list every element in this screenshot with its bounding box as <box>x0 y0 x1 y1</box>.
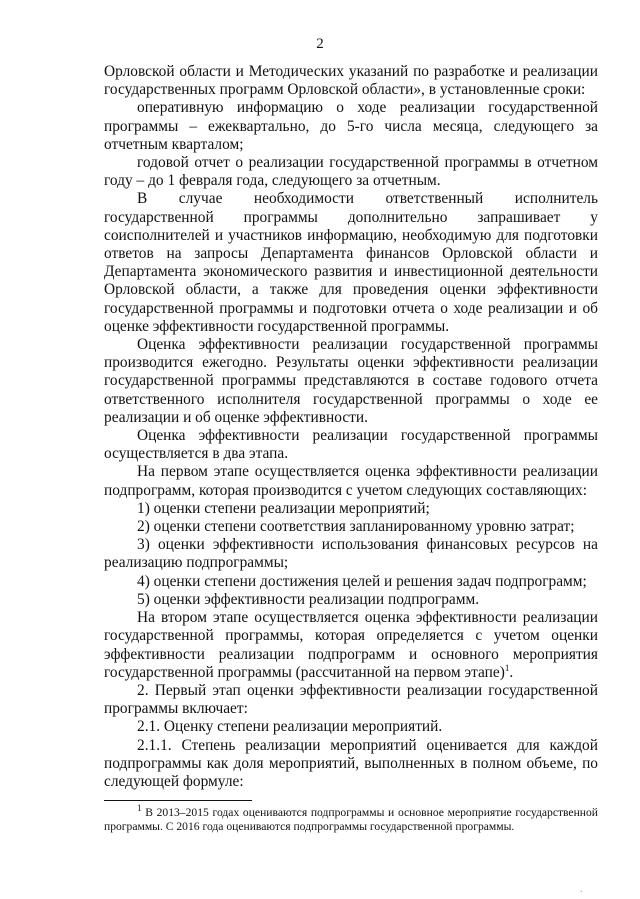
footnote-separator <box>104 800 252 801</box>
footnote <box>104 803 598 834</box>
paragraph: Оценка эффективности реализации государственной программы производится ежегодно. Результаты оценки эффективности реализации государственной программы представляются в составе годового отчета ответственного исполнителя государственной программы о ходе ее реализации и об оценке эффективности. <box>104 336 598 426</box>
list-item: 2) оценки степени соответствия запланированному уровню затрат; <box>137 518 575 536</box>
page-number: 2 <box>316 36 324 52</box>
list-item: 3) оценки эффективности использования финансовых ресурсов на реализацию подпрограммы; <box>104 536 598 572</box>
paragraph: 2. Первый этап оценки эффективности реализации государственной программы включает: <box>104 681 598 718</box>
footnote-marker: 1 <box>137 803 142 814</box>
paragraph: В случае необходимости ответственный исполнитель государственной программы дополнительно запрашивает у соисполнителей и участников информацию, необходимую для подготовки ответов на запросы Департамента финансов Орловской области и Департамента экономического развития и инвестиционной деятельности Орловской области, а также для проведения оценки эффективности государственной программы и подготовки отчета о ходе реализации и об оценке эффективности государственной программы. <box>104 190 598 335</box>
list-item: 1) оценки степени реализации мероприятий; <box>137 499 430 517</box>
paragraph-text: На втором этапе осуществляется оценка эффективности реализации государственной программы, которая определяется с учетом оценки эффективности реализации подпрограмм и основного мероприятия государственной программы (рассчитанной на первом этапе) <box>104 609 598 681</box>
footnote-text: В 2013–2015 годах оцениваются подпрограммы и основное мероприятие государственной программы. С 2016 года оцениваются подпрограммы государственной программы. <box>104 806 598 833</box>
paragraph <box>104 609 598 682</box>
list-item: 4) оценки степени достижения целей и решения задач подпрограмм; <box>137 572 587 590</box>
footnote-reference: 1 <box>504 662 510 673</box>
document-body <box>104 63 598 791</box>
paragraph: На первом этапе осуществляется оценка эффективности реализации подпрограмм, которая производится с учетом следующих составляющих: <box>104 463 598 499</box>
paragraph: 2.1.1. Степень реализации мероприятий оценивается для каждой подпрограммы как доля мероприятий, выполненных в полном объеме, по следующей формуле: <box>104 736 598 790</box>
paragraph: 2.1. Оценку степени реализации мероприятий. <box>137 718 443 736</box>
paragraph-end-punctuation: . <box>509 663 514 681</box>
corner-mark: . <box>580 884 583 895</box>
paragraph: оперативную информацию о ходе реализации государственной программы – ежеквартально, до 5-го числа месяца, следующего за отчетным кварталом; <box>104 99 598 153</box>
paragraph: Орловской области и Методических указаний по разработке и реализации государственных программ Орловской области», в установленные сроки: <box>104 63 598 99</box>
paragraph: Оценка эффективности реализации государственной программы осуществляется в два этапа. <box>104 427 598 463</box>
list-item: 5) оценки эффективности реализации подпрограмм. <box>137 590 480 608</box>
paragraph: годовой отчет о реализации государственной программы в отчетном году – до 1 февраля года, следующего за отчетным. <box>104 154 598 190</box>
